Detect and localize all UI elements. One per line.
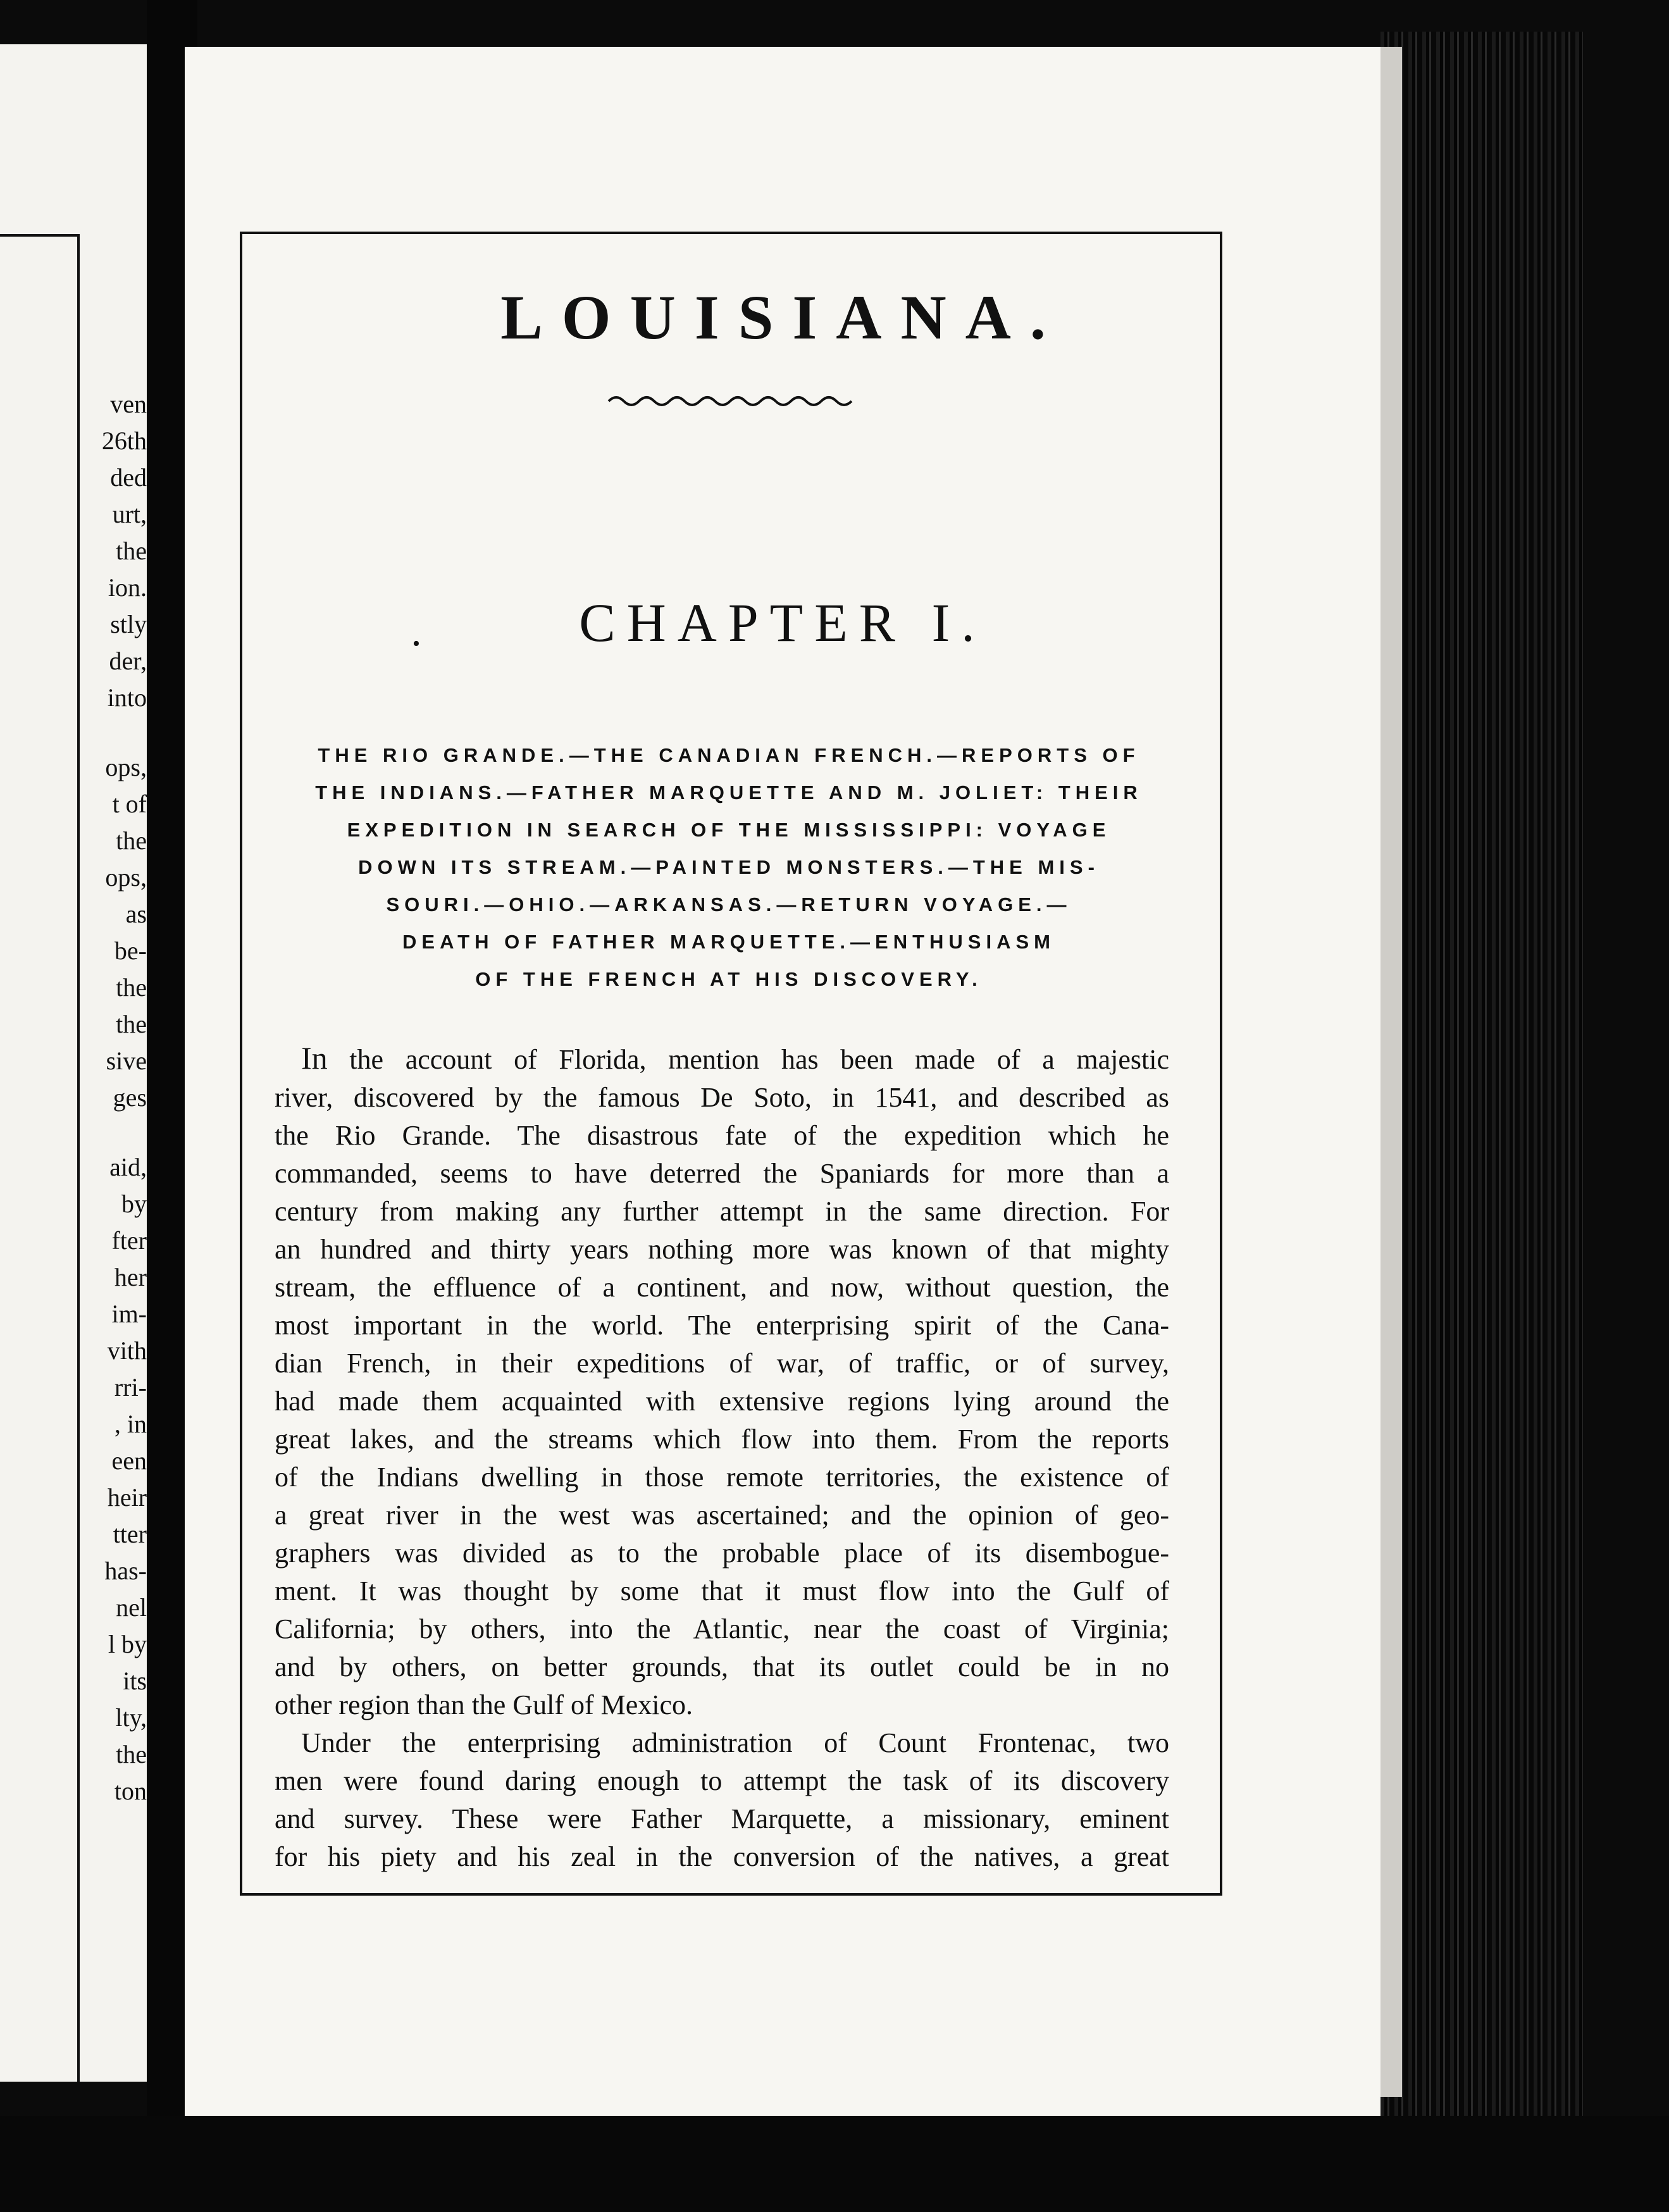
facing-page-border	[0, 234, 80, 2082]
chapter-heading: CHAPTER I.	[579, 592, 986, 653]
facing-page-line	[72, 716, 147, 749]
text-line: a great river in the west was ascertained; and the opinion of geo-	[275, 1500, 1169, 1531]
facing-page-line: ven	[110, 390, 147, 418]
text-line: graphers was divided as to the probable place of its disembogue-	[275, 1538, 1169, 1569]
text-line: had made them acquainted with extensive regions lying around the	[275, 1386, 1169, 1417]
facing-page-line: aid,	[109, 1153, 147, 1181]
facing-page-line: t of	[112, 790, 147, 818]
text-line: for his piety and his zeal in the conversion of the natives, a great	[275, 1841, 1169, 1872]
text-line: men were found daring enough to attempt the task of its discovery	[275, 1765, 1169, 1796]
summary-line: THE RIO GRANDE.—THE CANADIAN FRENCH.—REPORTS OF	[318, 744, 1140, 766]
chapter-summary	[267, 736, 1191, 998]
facing-page	[0, 44, 147, 2082]
facing-page-line: rri-	[114, 1373, 147, 1401]
text-line: of the Indians dwelling in those remote territories, the existence of	[275, 1462, 1169, 1493]
text-line: commanded, seems to have deterred the Spaniards for more than a	[275, 1158, 1169, 1189]
dropcap: In	[301, 1040, 328, 1076]
facing-page-line: lty,	[115, 1703, 147, 1732]
facing-page-line: the	[116, 826, 147, 855]
facing-page-line: een	[111, 1446, 147, 1475]
text-line: In the account of Florida, mention has been made of a majestic	[301, 1040, 1169, 1076]
facing-page-line: der,	[109, 647, 147, 675]
text-line: Under the enterprising administration of Count Frontenac, two	[301, 1727, 1169, 1758]
facing-page-line: ops,	[105, 863, 147, 892]
facing-page-line: urt,	[112, 500, 147, 528]
text-line: stream, the effluence of a continent, and now, without question, the	[275, 1272, 1169, 1303]
text-line: other region than the Gulf of Mexico.	[275, 1689, 693, 1720]
bullet-mark: •	[413, 632, 420, 656]
facing-page-line: its	[123, 1667, 147, 1695]
facing-page-line: ton	[114, 1777, 147, 1805]
text-line: and survey. These were Father Marquette, a missionary, eminent	[275, 1803, 1169, 1834]
facing-page-line: the	[116, 1740, 147, 1768]
facing-page-line: sive	[106, 1047, 147, 1075]
scan-bottom-edge	[0, 2116, 1669, 2212]
text-line: great lakes, and the streams which flow into them. From the reports	[275, 1424, 1169, 1455]
book-page	[185, 47, 1380, 2116]
facing-page-line: be-	[114, 936, 147, 965]
facing-page-line: ded	[110, 463, 147, 492]
summary-line: OF THE FRENCH AT HIS DISCOVERY.	[475, 968, 983, 990]
facing-page-text	[72, 386, 147, 1810]
facing-page-line: as	[125, 900, 147, 928]
facing-page-line: l by	[108, 1630, 147, 1658]
facing-page-line: im-	[111, 1300, 147, 1328]
facing-page-line: nel	[116, 1593, 147, 1622]
facing-page-line: tter	[113, 1520, 147, 1548]
summary-line: SOURI.—OHIO.—ARKANSAS.—RETURN VOYAGE.—	[386, 893, 1072, 916]
summary-line: DEATH OF FATHER MARQUETTE.—ENTHUSIASM	[402, 931, 1055, 953]
text-line: and by others, on better grounds, that its outlet could be in no	[275, 1651, 1169, 1682]
text-line: the Rio Grande. The disastrous fate of the expedition which he	[275, 1120, 1169, 1151]
text-line: most important in the world. The enterprising spirit of the Cana-	[275, 1310, 1169, 1341]
facing-page-line: ops,	[105, 753, 147, 781]
facing-page-line: the	[116, 973, 147, 1002]
facing-page-line: 26th	[101, 426, 147, 455]
summary-line: EXPEDITION IN SEARCH OF THE MISSISSIPPI: VOYAGE	[347, 819, 1111, 841]
facing-page-line: ion.	[108, 573, 147, 602]
text-line: river, discovered by the famous De Soto, in 1541, and described as	[275, 1082, 1169, 1113]
facing-page-line: vith	[107, 1336, 147, 1365]
text-line: California; by others, into the Atlantic, near the coast of Virginia;	[275, 1613, 1169, 1644]
wavy-ornament	[602, 388, 855, 414]
facing-page-line: into	[107, 683, 147, 712]
page-edge-light	[1380, 47, 1402, 2097]
page-edges	[1380, 32, 1583, 2120]
text-line: an hundred and thirty years nothing more was known of that mighty	[275, 1234, 1169, 1265]
body-text	[275, 1039, 1169, 1876]
facing-page-line: ges	[113, 1083, 147, 1112]
facing-page-line: the	[116, 537, 147, 565]
text-line: century from making any further attempt in the same direction. For	[275, 1196, 1169, 1227]
facing-page-line: by	[121, 1190, 147, 1218]
paragraph-1	[275, 1039, 1169, 1724]
facing-page-line: fter	[111, 1226, 147, 1255]
summary-line: DOWN ITS STREAM.—PAINTED MONSTERS.—THE MIS-	[358, 856, 1100, 878]
text-line: ment. It was thought by some that it must flow into the Gulf of	[275, 1575, 1169, 1606]
facing-page-line: the	[116, 1010, 147, 1038]
summary-line: THE INDIANS.—FATHER MARQUETTE AND M. JOLIET: THEIR	[315, 781, 1143, 804]
text-line: dian French, in their expeditions of war, of traffic, or of survey,	[275, 1348, 1169, 1379]
facing-page-line: , in	[114, 1410, 147, 1438]
facing-page-line: has-	[104, 1556, 147, 1585]
page-title: LOUISIANA.	[500, 282, 1065, 352]
facing-page-line	[72, 1116, 147, 1149]
facing-page-line: stly	[110, 610, 147, 638]
facing-page-line: her	[114, 1263, 147, 1291]
paragraph-2	[275, 1724, 1169, 1876]
facing-page-line: heir	[107, 1483, 147, 1512]
